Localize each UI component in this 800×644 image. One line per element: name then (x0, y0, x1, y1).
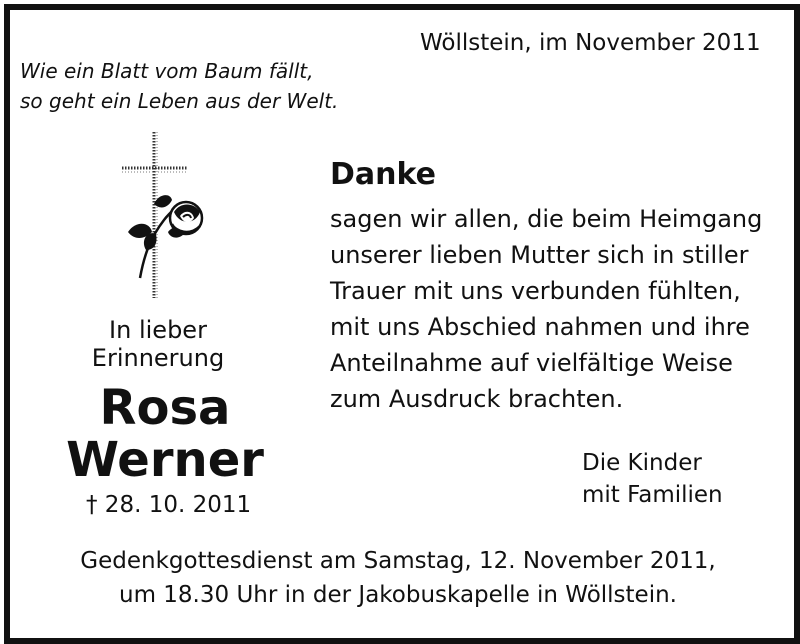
thanks-line: unserer lieben Mutter sich in stiller (330, 241, 749, 269)
signature-line-2: mit Familien (582, 482, 723, 508)
thanks-line: mit uns Abschied nahmen und ihre (330, 313, 750, 341)
memory-label (58, 316, 258, 372)
service-announcement (4, 544, 792, 612)
thanks-title: Danke (330, 157, 436, 192)
motto-line-1: Wie ein Blatt vom Baum fällt, (20, 59, 314, 83)
place-date: Wöllstein, im November 2011 (420, 30, 761, 56)
motto-line-2: so geht ein Leben aus der Welt. (20, 89, 339, 113)
thanks-line: sagen wir allen, die beim Heimgang (330, 205, 763, 233)
memory-line-1: In lieber (109, 316, 207, 344)
signature (582, 447, 723, 511)
service-line-1: Gedenkgottesdienst am Samstag, 12. November 2011, (80, 548, 716, 574)
thanks-line: Trauer mit uns verbunden fühlten, (330, 277, 741, 305)
thanks-message (330, 201, 762, 417)
service-line-2: um 18.30 Uhr in der Jakobuskapelle in Wöllstein. (119, 582, 677, 608)
thanks-line: Anteilnahme auf vielfältige Weise (330, 349, 733, 377)
death-date: † 28. 10. 2011 (86, 492, 252, 518)
deceased-last-name: Werner (66, 432, 264, 488)
signature-line-1: Die Kinder (582, 450, 702, 476)
motto (20, 56, 338, 116)
cross-with-rose-icon (110, 128, 214, 304)
thanks-line: zum Ausdruck brachten. (330, 385, 624, 413)
deceased-first-name: Rosa (99, 380, 231, 436)
memory-line-2: Erinnerung (91, 344, 225, 372)
